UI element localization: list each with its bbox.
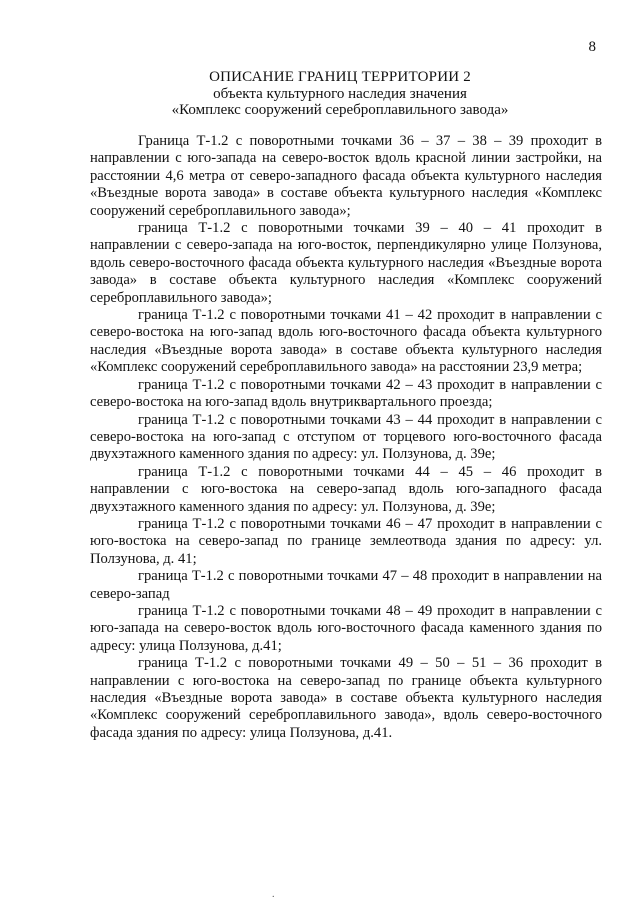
- boundary-paragraph-48-49: граница Т-1.2 с поворотными точками 48 – 49 проходит в направлении с юго-запада на северо-восток вдоль юго-восточного фасада каменного здания по адресу: улица Ползунова, д.41;: [90, 602, 602, 654]
- document-subtitle-line-2: «Комплекс сооружений сереброплавильного завода»: [171, 102, 509, 118]
- boundary-paragraph-42-43: граница Т-1.2 с поворотными точками 42 – 43 проходит в направлении с северо-востока на юго-запад вдоль внутриквартального проезда;: [90, 376, 602, 411]
- document-title: ОПИСАНИЕ ГРАНИЦ ТЕРРИТОРИИ 2: [209, 69, 471, 85]
- boundary-paragraph-49-36: граница Т-1.2 с поворотными точками 49 – 50 – 51 – 36 проходит в направлении с юго-востока на северо-запад по границе объекта культурного наследия «Въездные ворота завода» в составе объекта культурного наследия «Комплекс сооружений сереброплавильного завода», вдоль северо-восточного фасада здания по адресу: улица Ползунова, д.41.: [90, 655, 602, 741]
- boundary-paragraph-44-46: граница Т-1.2 с поворотными точками 44 – 45 – 46 проходит в направлении с юго-востока на северо-запад вдоль юго-западного фасада двухэтажного каменного здания по адресу: ул. Ползунова, д. 39е;: [90, 463, 602, 515]
- document-header: [40, 69, 640, 118]
- document-body: [90, 133, 602, 742]
- boundary-paragraph-39-41: граница Т-1.2 с поворотными точками 39 – 40 – 41 проходит в направлении с северо-запада на юго-восток, перпендикулярно улице Ползунова, вдоль северо-восточного фасада объекта культурного наследия «Въездные ворота завода» в составе объекта культурного наследия «Комплекс сооружений сереброплавильного завода»;: [90, 220, 602, 306]
- page-number: 8: [588, 39, 596, 55]
- footer-dot-mark: .: [272, 889, 275, 900]
- boundary-paragraph-36-39: Граница Т-1.2 с поворотными точками 36 – 37 – 38 – 39 проходит в направлении с юго-запада на северо-восток вдоль красной линии застройки, на расстоянии 4,6 метра от северо-западного фасада объекта культурного наследия «Въездные ворота завода» в составе объекта культурного наследия «Комплекс сооружений сереброплавильного завода»;: [90, 133, 602, 219]
- boundary-paragraph-47-48: граница Т-1.2 с поворотными точками 47 – 48 проходит в направлении на северо-запад: [90, 568, 602, 602]
- boundary-paragraph-46-47: граница Т-1.2 с поворотными точками 46 – 47 проходит в направлении с юго-востока на северо-запад по границе землеотвода здания по адресу: ул. Ползунова, д. 41;: [90, 515, 602, 567]
- document-subtitle-line-1: объекта культурного наследия значения: [213, 86, 467, 102]
- boundary-paragraph-41-42: граница Т-1.2 с поворотными точками 41 – 42 проходит в направлении с северо-востока на юго-запад вдоль юго-восточного фасада объекта культурного наследия «Въездные ворота завода» в составе объекта культурного наследия «Комплекс сооружений сереброплавильного завода» на расстоянии 23,9 метра;: [90, 307, 602, 376]
- boundary-paragraph-43-44: граница Т-1.2 с поворотными точками 43 – 44 проходит в направлении с северо-востока на юго-запад с отступом от торцевого юго-восточного фасада двухэтажного каменного здания по адресу: ул. Ползунова, д. 39е;: [90, 411, 602, 463]
